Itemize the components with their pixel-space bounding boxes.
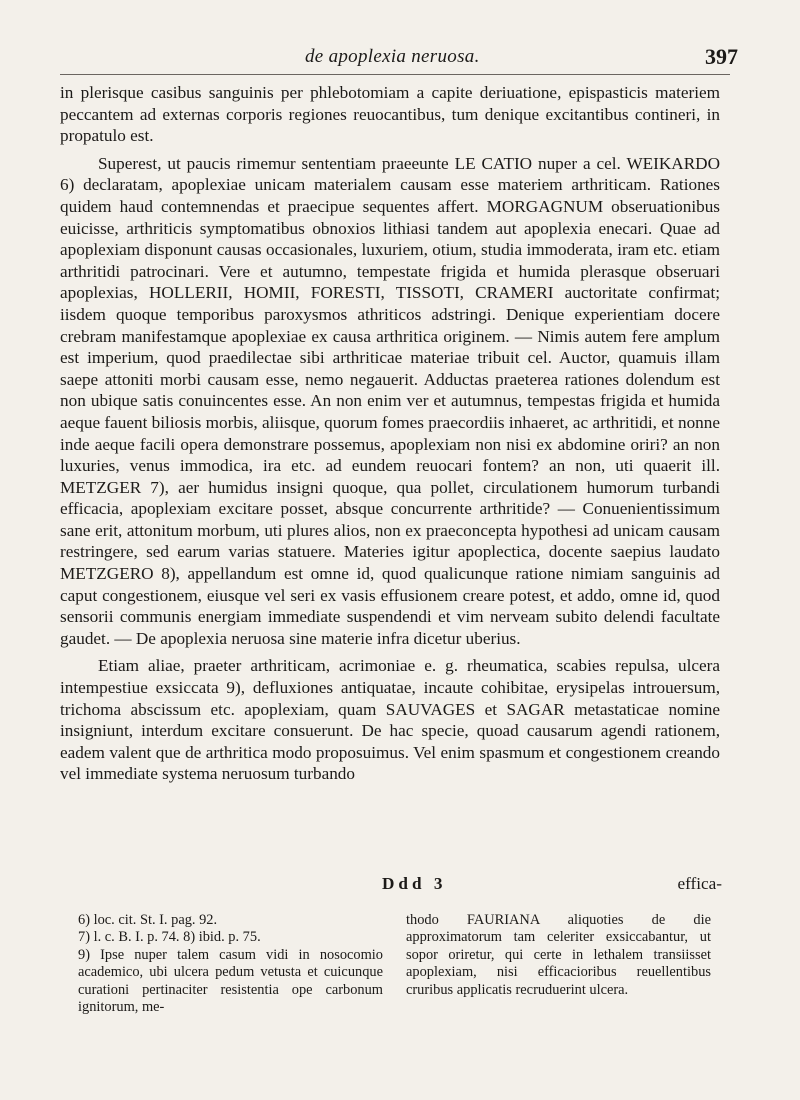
paragraph-continuation: in plerisque casibus sanguinis per phlebotomiam a capite deriuatione, epispasticis materiem peccantem ad externas corporis regiones reuocantibus, tum denique excitantibus contineri, in propatulo est.	[60, 83, 720, 146]
page-number: 397	[705, 44, 738, 69]
signature-mark: Ddd 3	[382, 874, 447, 893]
signature-line	[60, 874, 722, 898]
footnotes-left-column	[78, 912, 383, 1016]
footnote-9: 9) Ipse nuper talem casum vidi in nosocomio academico, ubi ulcera pedum vetusta et cuicunque curationi pertinaciter resistentia ope carbonum ignitorum, me-	[78, 946, 383, 1016]
catchword: effica-	[677, 874, 722, 893]
paragraph-other-acrimonies: Etiam aliae, praeter arthriticam, acrimoniae e. g. rheumatica, scabies repulsa, ulcera intempestiue exsiccata 9), defluxiones antiquatae, incaute cohibitae, erysipelas introuersum, trichoma abscissum etc. apoplexiam, quam SAUVAGES et SAGAR metastaticae nomine insigniunt, interdum excitare consuerunt. De hac specie, quoad causarum agendi rationem, eadem valent que de arthritica modo proposuimus. Vel enim spasmum et congestionem creando vel immediate systema neruosum turbando	[60, 656, 720, 784]
main-text	[60, 82, 720, 785]
footnote-6: 6) loc. cit. St. I. pag. 92.	[78, 912, 218, 928]
footnotes-right-column: thodo FAURIANA aliquoties de die approximatorum tam celeriter exsiccabantur, ut sopor oriretur, qui certe in lethalem transiisset apoplexiam, nisi efficacioribus reuellentibus cruribus applicatis recruduerint ulcera.	[406, 912, 711, 998]
running-title: de apoplexia neruosa.	[305, 46, 480, 67]
running-head	[60, 44, 738, 74]
paragraph-arthritic-cause: Superest, ut paucis rimemur sententiam praeeunte LE CATIO nuper a cel. WEIKARDO 6) declaratam, apoplexiae unicam materialem causam esse materiem arthriticam. Rationes quidem haud contemnendas et praecipue sequentes affert. MORGAGNUM obseruationibus euicisse, arthriticis symptomatibus obnoxios lithiasi tandem aut apoplexia enecari. Quae ad apoplexiam disponunt causas occasionales, luxuriem, otium, studia immoderata, iram etc. etiam arthritidi patrocinari. Vere et autumno, tempestate frigida et humida plerasque obseruari apoplexias, HOLLERII, HOMII, FORESTI, TISSOTI, CRAMERI auctoritate confirmat; iisdem quoque temporibus paroxysmos athriticos adstringi. Denique experientiam docere crebram manifestamque apoplexiae ex causa arthritica originem. — Nimis autem fere amplum est imperium, quod praedilectae sibi arthriticae materiae tribuit cel. Auctor, quamuis illam saepe attoniti morbi causam esse, nemo negauerit. Adductas praeterea rationes dolendum est non ubique satis conuincentes esse. An non enim ver et autumnus, tempestas frigida et humida aeque fauent biliosis morbis, aliisque, quorum fomes praecordiis inhaeret, ac arthritidi, et nonne inde aeque facili opera demonstrare possemus, apoplexiam non nisi ex abdomine oriri? an non luxuries, venus immodica, ira etc. ad eundem reuocari fontem? an non, uti quaerit ill. METZGER 7), aer humidus insigni quoque, qua pollet, circulationem humorum turbandi efficacia, apoplexiam excitare posset, absque concurrente arthritide? — Conuenientissimum sane erit, attonitum morbum, uti plures alios, non ex praeconcepta hypothesi ad unicam causam restringere, sed earum varias statuere. Materies igitur apoplectica, docente saepius laudato METZGERO 8), appellandum est omne id, quod qualicunque ratione nimiam sanguinis ad caput congestionem, eiusque vel seri ex vasis effusionem creare potest, et addo, omne id, quod sensorii communis energiam immediate suspendendi et vim nerveam subito delendi facultate gaudet. — De apoplexia neruosa sine materie infra dicetur uberius.	[60, 153, 720, 648]
header-rule	[60, 74, 730, 75]
footnote-7-8: 7) l. c. B. I. p. 74. 8) ibid. p. 75.	[78, 929, 261, 946]
